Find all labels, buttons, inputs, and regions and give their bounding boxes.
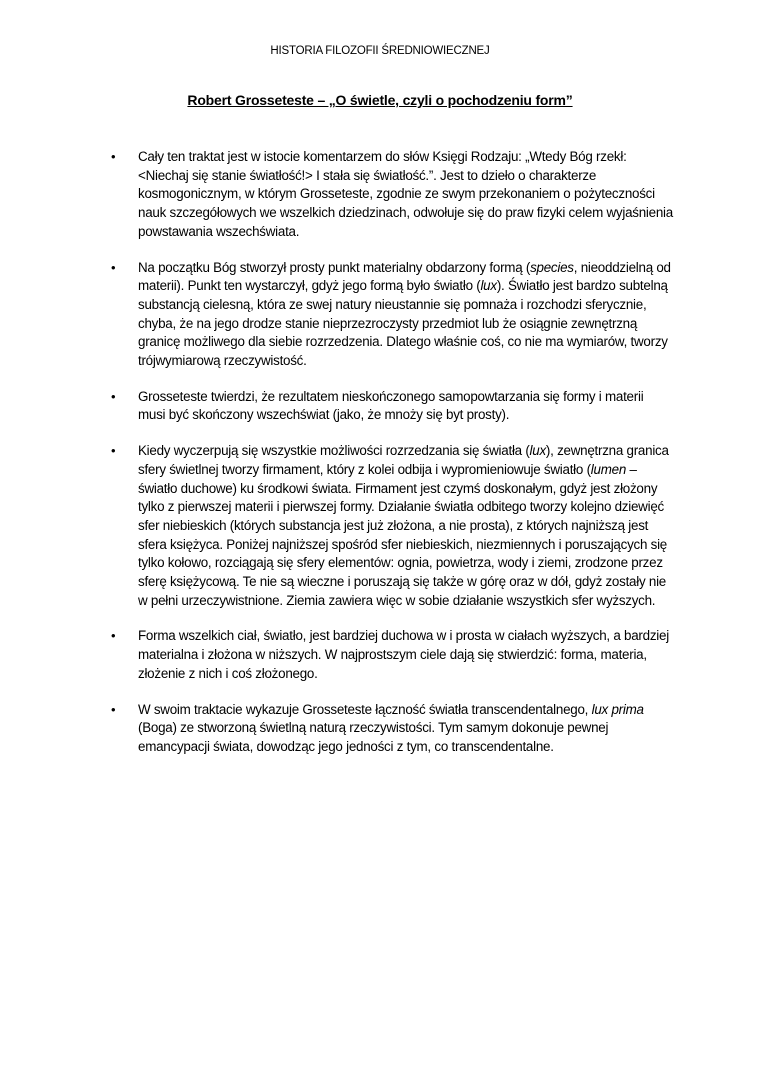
- bullet-icon: •: [111, 388, 116, 404]
- bullet-text: [138, 628, 669, 680]
- text-segment: Forma wszelkich ciał, światło, jest bardziej duchowa w i prosta w ciałach wyższych, a bardziej materialna i złożona w niższych. W najprostszym ciele dają się stwierdzić: forma, materia, złożenie z nich i coś złożonego.: [138, 628, 669, 681]
- text-segment: Grosseteste twierdzi, że rezultatem nieskończonego samopowtarzania się formy i materii musi być skończony wszechświat (jako, że mnoży się byt prosty).: [138, 388, 644, 423]
- text-segment: Cały ten traktat jest w istocie komentarzem do słów Księgi Rodzaju: „Wtedy Bóg rzekł: <Niechaj się stanie światłość!> I stała się światłość.”. Jest to dzieło o charakterze kosmogonicznym, w którym Grosseteste, zgodnie ze swym przekonaniem o pożyteczności nauk szczegółowych we wszelkich dziedzinach, odwołuje się do praw fizyki celem wyjaśnienia powstawania wszechświata.: [138, 149, 673, 239]
- bullet-icon: •: [111, 149, 116, 164]
- text-segment: ), zewnętrzna granica sfery świetlnej tworzy firmament, który z kolei odbija i wypromieniowuje światło (: [138, 443, 669, 477]
- bullet-item: [111, 442, 673, 610]
- italic-term: lux: [480, 278, 497, 294]
- bullet-icon: •: [111, 628, 116, 644]
- text-segment: (Boga) ze stworzoną świetlną naturą rzeczywistości. Tym samym dokonuje pewnej emancypacji świata, dowodząc jego jedności z tym, co transcendentalne.: [138, 720, 609, 754]
- bullet-icon: •: [111, 443, 116, 459]
- text-segment: ). Światło jest bardzo subtelną substancją cielesną, która ze swej natury nieustannie się pomnaża i rozchodzi sferycznie, chyba, że na jego drodze stanie nieprzezroczysty przedmiot lub że osiągnie zewnętrzną granicę możliwego dla siebie rozrzedzenia. Dlatego właśnie coś, co nie ma wymiarów, tworzy trójwymiarową rzeczywistość.: [138, 278, 668, 369]
- bullet-text: [138, 260, 671, 369]
- bullet-item: [111, 701, 673, 757]
- italic-term: lux: [529, 443, 546, 459]
- bullet-item: [111, 148, 673, 242]
- bullet-icon: •: [111, 701, 116, 717]
- bullet-item: [111, 627, 673, 683]
- italic-term: species: [530, 259, 574, 275]
- bullet-text: [138, 389, 643, 423]
- italic-term: lumen: [590, 461, 627, 477]
- bullet-list: [111, 148, 673, 774]
- italic-term: lux prima: [591, 701, 644, 717]
- text-segment: , nieoddzielną od materii). Punkt ten wystarczył, gdyż jego formą było światło (: [138, 259, 671, 294]
- bullet-text: [138, 149, 673, 239]
- bullet-text: [138, 702, 644, 754]
- bullet-icon: •: [111, 259, 116, 275]
- text-segment: Na początku Bóg stworzył prosty punkt materialny obdarzony formą (: [138, 259, 531, 275]
- bullet-text: [138, 443, 669, 608]
- bullet-item: [111, 388, 673, 425]
- page-title: Robert Grosseteste – „O świetle, czyli o pochodzeniu form”: [187, 92, 573, 108]
- text-segment: W swoim traktacie wykazuje Grosseteste łączność światła transcendentalnego,: [138, 701, 592, 717]
- bullet-item: [111, 259, 673, 371]
- text-segment: Kiedy wyczerpują się wszystkie możliwości rozrzedzania się światła (: [138, 443, 530, 459]
- running-header: HISTORIA FILOZOFII ŚREDNIOWIECZNEJ: [270, 45, 490, 57]
- text-segment: – światło duchowe) ku środkowi świata. Firmament jest czymś doskonałym, gdyż jest złożony tylko z pierwszej materii i pierwszej formy. Działanie światła odbitego tworzy kolejno dziewięć sfer niebieskich (których substancja jest już złożona, a nie prosta), z których najniższą jest sfera księżyca. Poniżej najniższej spośród sfer niebieskich, niezmiennych i poruszających się tylko kołowo, rozciągają się sfery elementów: ognia, powietrza, wody i ziemi, zrodzone przez sferę księżycową. Te nie są wieczne i poruszają się także w górę oraz w dół, gdyż zostały nie w pełni urzeczywistnione. Ziemia zawiera więc w sobie działanie wszystkich sfer wyższych.: [138, 461, 667, 608]
